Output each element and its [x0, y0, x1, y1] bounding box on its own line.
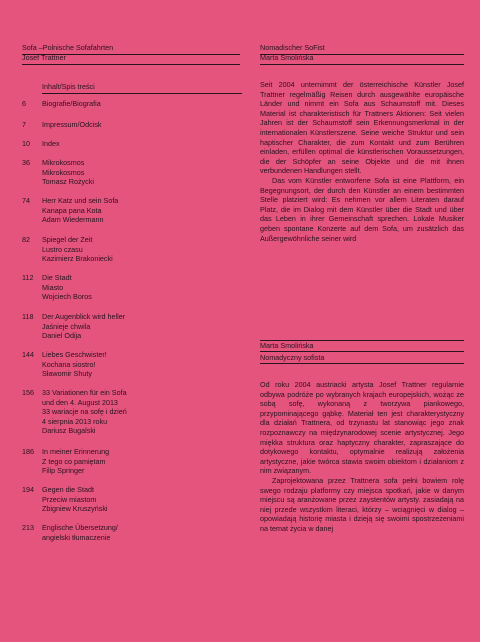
polish-paragraph-2: Zaprojektowana przez Trattnera sofa pełni bowiem rolę swego rodzaju platformy czy miejsca spotkań, jakie w danym miejscu są aranżowane przez zaystentów artysty. zasiadają na niej przede wszystkim literaci, którzy – wciągnięci w dialog – opowiadają historię miasta i dzieją się swoimi spostrzeżeniami na temat życia w danej — [260, 475, 464, 533]
toc-page-number: 213 — [22, 523, 34, 532]
toc-entry-line: angielski tłumaczenie — [42, 532, 111, 542]
toc-entry-line: Gegen die Stadt — [42, 485, 94, 494]
header-right-rule-bottom — [260, 64, 464, 65]
toc-entry — [22, 120, 252, 130]
header-left-rule — [22, 54, 240, 55]
toc-entry-lines — [42, 99, 252, 109]
polish-title: Nomadyczny sofista — [260, 352, 325, 362]
toc-entry — [22, 485, 252, 514]
toc-entry — [22, 158, 252, 187]
toc-entry — [22, 388, 252, 436]
toc-entry-lines — [42, 447, 252, 476]
toc-entry — [22, 235, 252, 264]
toc-entry — [22, 350, 252, 379]
toc-entry-line: Daniel Odija — [42, 331, 82, 341]
toc-entry-line: Z tego co pamiętam — [42, 456, 106, 466]
toc-entry-line: Index — [42, 139, 60, 148]
toc-entry — [22, 312, 252, 341]
essay-author: Marta Smolińska — [260, 53, 314, 62]
toc-entry-line: Jaśnieje chwila — [42, 321, 91, 331]
german-paragraph-2: Das vom Künstler entworfene Sofa ist eine Plattform, ein Begegnungsort, der durch den Künstler an einem bestimmten Stelle platziert wird: Es nehmen vor allem Literaten darauf Platz, die im Dialog mit dem Künstler über die Stadt und über das Leben in ihrer Gemeinschaft sprechen. Lokale Musiker geben spontane Konzerte auf dem Sofa, um zusätzlich das Außergewöhnliche seiner wird — [260, 175, 464, 243]
toc-entry-lines — [42, 273, 252, 302]
toc-entry-lines — [42, 196, 252, 225]
toc-entry — [22, 447, 252, 476]
toc-entry-line: Adam Wiedermann — [42, 215, 104, 225]
toc-entry-lines — [42, 139, 252, 149]
book-title: Sofa –Polnische Sofafahrten — [22, 43, 114, 52]
toc-entry-line: Lustro czasu — [42, 244, 83, 254]
toc-page-number: 10 — [22, 139, 30, 148]
polish-section-rule-bottom — [260, 363, 464, 364]
toc-entry-line: Der Augenblick wird heller — [42, 312, 126, 321]
toc-entry-line: Kanapa pana Kota — [42, 205, 102, 215]
toc-page-number: 7 — [22, 120, 26, 129]
toc-page-number: 6 — [22, 99, 26, 108]
toc-page-number: 194 — [22, 485, 34, 494]
toc-entry-line: und den 4. August 2013 — [42, 397, 118, 407]
toc-entry-line: 33 Variationen für ein Sofa — [42, 388, 127, 397]
toc-entry-line: Mikrokosmos — [42, 158, 85, 167]
toc-page-number: 74 — [22, 196, 30, 205]
toc-entry-lines — [42, 523, 252, 542]
toc-page-number: 156 — [22, 388, 34, 397]
toc-page-number: 82 — [22, 235, 30, 244]
toc-entry-line: Spiegel der Zeit — [42, 235, 93, 244]
toc-entry-lines — [42, 312, 252, 341]
toc-entry-line: Filip Springer — [42, 466, 85, 476]
toc-entry-line: 4 sierpnia 2013 roku — [42, 416, 108, 426]
toc-entry-line: Mikrokosmos — [42, 167, 85, 177]
header-left-rule-bottom — [22, 64, 240, 65]
header-right-rule — [260, 54, 464, 55]
toc-entry-line: Herr Katz und sein Sofa — [42, 196, 119, 205]
toc-entry-line: Kochana siostro! — [42, 359, 96, 369]
toc-entry-line: Impressum/Odcisk — [42, 120, 102, 129]
toc-page-number: 118 — [22, 312, 34, 321]
toc-entry-lines — [42, 350, 252, 379]
polish-paragraph-1: Od roku 2004 austriacki artysta Josef Trattner regularnie odbywa podróże po wybranych krajach europejskich, wożąc ze sobą sofę, wykonaną z tworzywa piankowego, przypominającego gąbkę. Materiał ten jest charakterystyczny dla działań Trattnera, od trzynastu lat stanowiąc jego znak rozpoznawczy na międzynarodowej scenie artystycznej. Jego miękka struktura oraz haptyczny charakter, zapraszające do dotykowego kontaktu, optymalnie realizują założenia artystyczne, jakie twórca stawia swoim obiektom i działaniom z nim związanym. — [260, 380, 464, 476]
toc-title: Inhalt/Spis treści — [42, 82, 95, 91]
polish-author: Marta Smolińska — [260, 341, 314, 350]
toc-page-number: 112 — [22, 273, 34, 282]
essay-title: Nomadischer SoFist — [260, 43, 325, 52]
toc-entry-line: Wojciech Boros — [42, 292, 92, 302]
polish-section-rule-mid — [260, 351, 464, 352]
book-author: Josef Trattner — [22, 53, 66, 62]
german-paragraph-1: Seit 2004 unternimmt der österreichische Künstler Josef Trattner regelmäßig Reisen durch ausgewählte europäische Länder und nimmt ein Sofa aus Schaumstoff mit. Dieses Material ist charakteristisch für Trattners Aktionen: Seit vielen Jahren ist der Schaumstoff sein Erkennungsmerkmal in der internationalen Künstlerszene. Seine weiche Struktur und sein haptischer Charakter, die zum Kontakt und zum Berühren einladen, erfüllen optimal die künstlerischen Voraussetzungen, die der Schöpfer an seine Objekte und die mit ihnen verbundenen Handlungen stellt. — [260, 80, 464, 176]
toc-entry — [22, 139, 252, 149]
toc-page-number: 36 — [22, 158, 30, 167]
toc-entry-line: Liebes Geschwister! — [42, 350, 107, 359]
toc-entry-line: Miasto — [42, 282, 64, 292]
toc-entry-lines — [42, 485, 252, 514]
toc-entry — [22, 196, 252, 225]
toc-page-number: 144 — [22, 350, 34, 359]
toc-entry-line: Dariusz Bugalski — [42, 426, 96, 436]
toc-entry-line: Die Stadt — [42, 273, 72, 282]
toc-entry-line: Sławomir Shuty — [42, 369, 92, 379]
toc-entry-line: Tomasz Rożycki — [42, 177, 94, 187]
toc-page-number: 186 — [22, 447, 34, 456]
header-right — [260, 43, 460, 63]
toc-entry — [22, 99, 252, 109]
german-text-column — [260, 80, 464, 243]
toc-entry — [22, 273, 252, 302]
header-left — [22, 43, 232, 63]
polish-text-column — [260, 380, 464, 534]
toc-entry-line: Biografie/Biografia — [42, 99, 101, 108]
toc-entry-line: In meiner Erinnerung — [42, 447, 110, 456]
toc-entry-line: Englische Übersetzung/ — [42, 523, 118, 532]
toc-entry-line: Przeciw miastom — [42, 494, 97, 504]
toc-entry-lines — [42, 158, 252, 187]
toc-entry-lines — [42, 388, 252, 436]
toc-entry-lines — [42, 120, 252, 130]
toc-entry-line: 33 wariacje na sofę i dzień — [42, 407, 127, 417]
toc-title-rule — [42, 93, 242, 94]
toc-entry — [22, 523, 252, 542]
toc-entry-line: Kazimierz Brakoniecki — [42, 254, 113, 264]
toc-entry-line: Zbigniew Kruszyński — [42, 504, 108, 514]
toc-entry-lines — [42, 235, 252, 264]
